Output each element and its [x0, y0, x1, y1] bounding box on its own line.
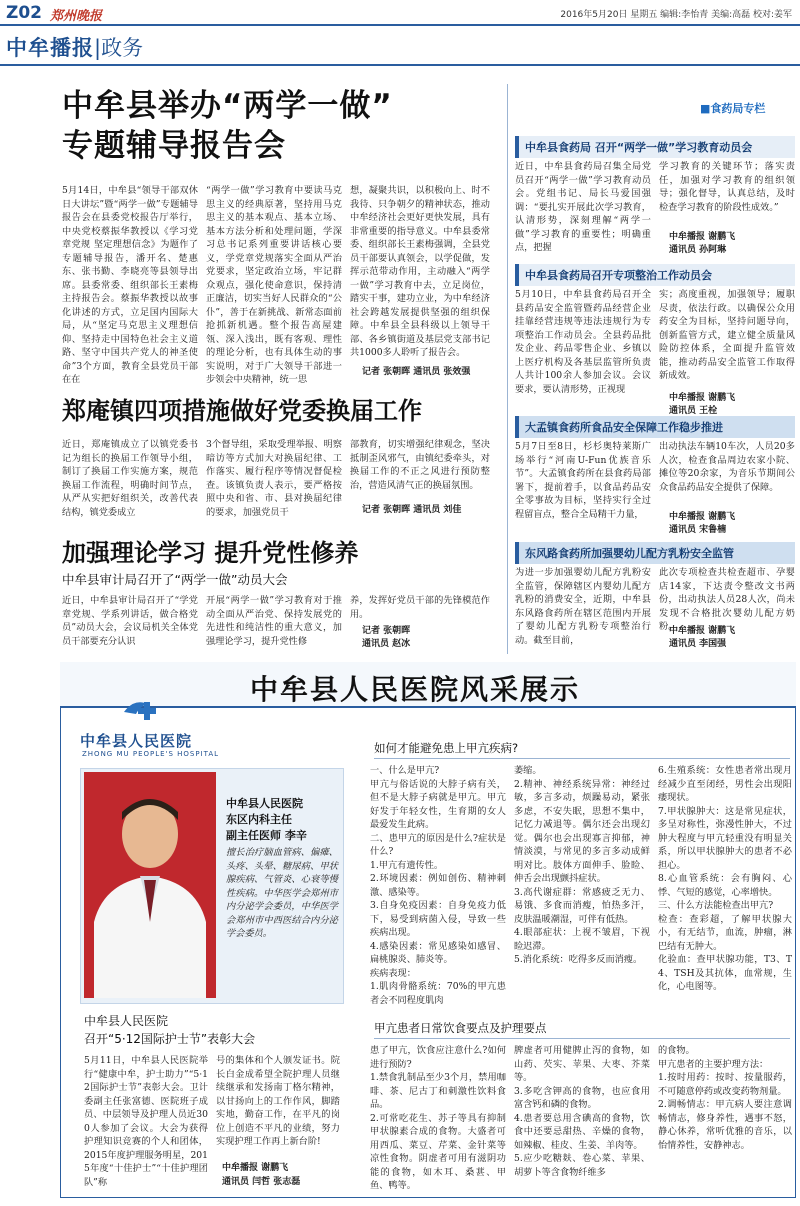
- article1-byline: 记者 张朝晖 通讯员 张效强: [362, 367, 471, 377]
- doctor-photo: [84, 772, 216, 998]
- page-header: [0, 0, 800, 26]
- sidebar-story2-col2: 实；高度重视，加强领导；履职尽责，依法行政。以确保公众用药安全为目标，坚持问题导向，创新监管方式，建立健全质量风险防控体系，全面提升监管效能，推动药品安全监管工作取得新成效。: [659, 289, 795, 381]
- hospital-logo-icon: [118, 694, 166, 724]
- doctor-dept: 东区内科主任: [226, 813, 292, 826]
- article3-col1: 近日，中牟县审计局召开了“学党章党规、学系列讲话，做合格党员”动员大会，会议局机关全体党员干部要充分认识: [62, 595, 198, 647]
- section-rule: [0, 64, 800, 66]
- sidebar-story3-col1: 5月7日至8日，杉杉奥特莱斯广场举行“河南U-Fun优族音乐节”。大孟镇食药所在县食药局部署下，提前着手，以食品药品安全零事故为目标，坚持实行全过程留盲点，整合全局精干力量，: [515, 441, 651, 520]
- nurse-by2: 通讯员 闫哲 张志磊: [222, 1177, 301, 1187]
- nurse-title2: 召开“5·12国际护士节”表彰大会: [84, 1032, 256, 1046]
- sidebar-story3-col2: 出动执法车辆10车次，人员20多人次，检查食品周边农家小院、摊位等20余家，为音乐节期间公众食品药品安全提供了保障。: [659, 441, 795, 493]
- article1-title-line2: 专题辅导报告会: [62, 128, 286, 164]
- article3-col3: 养，发挥好党员干部的先锋模范作用。: [350, 595, 490, 620]
- hospital-q1-rule: [374, 758, 790, 759]
- sidebar-story2-by2: 通讯员 王栓: [669, 406, 718, 416]
- article3-byline-correspondent: 通讯员 赵冰: [362, 639, 411, 649]
- article2-col2: 3个督导组，采取受理举报、明察暗访等方式加大对换届纪律、工作落实、履行程序等情况督促检查。该镇负责人表示，要严格按照中央和省、市、县对换届纪律的要求，加强党员干: [206, 439, 342, 518]
- article1-col2: “两学一做”学习教育中要读马克思主义的经典原著，坚持用马克思主义的基本观点、基本立场、基本方法分析和处理问题，学深习总书记系列重要讲话核心要义，学党章党规落实全面从严治党要求，坚定政治立场，牢记群众观点，强化使命意识，保持清正廉洁，切实当好人民群众的“公仆”，善于在新挑战、新常态面前抢抓新机遇。整个报告高屋建瓴、深入浅出，既有客观、理性的理论分析，也有具体生动的事实说明，对于广大领导干部进一步领会中央精神，统一思: [206, 185, 342, 385]
- article3-title: 加强理论学习 提升党性修养: [62, 539, 359, 567]
- page-number: Z02: [6, 3, 42, 23]
- newspaper-name: 郑州晚报: [50, 9, 103, 24]
- article2-byline: 记者 张朝晖 通讯员 刘佳: [362, 505, 462, 515]
- hospital-q1-col3: 6.生殖系统：女性患者常出现月经减少直至闭经，男性会出现阳痿现状。 7.甲状腺肿大：这是常见症状，多呈对称性，弥漫性肿大，不过肿大程度与甲亢轻重没有明显关系，所以甲状腺肿大的患者不必担心。 8.心血管系统：会有胸闷、心悸、气短的感觉，心率增快。 三、什么方法能检查出甲亢? 检查：查彩超，了解甲状腺大小，有无结节，血流，肿瘤，淋巴结有无肿大。 化验血：查甲状腺功能，T3、T4、TSH及其抗体，血常规，生化，心电图等。: [658, 765, 792, 992]
- section-name: 中牟播报: [6, 36, 94, 60]
- sidebar-story1-col1: 近日，中牟县食药局召集全局党员召开“两学一做”学习教育动员会。党组书记、局长马爱国强调：“要扎实开展此次学习教育，认清形势，深刻理解“两学一做”学习教育的重要性；明确重点，把握: [515, 161, 651, 253]
- sidebar-story2-title: 中牟县食药局召开专项整治工作动员会: [515, 264, 795, 286]
- sidebar-story2-by1: 中牟播报 谢鹏飞: [669, 393, 736, 403]
- article1-col1: 5月14日，中牟县“领导干部双休日大讲坛”暨“两学一做”专题辅导报告会在县委党校报告厅举行，中央党校蔡振华教授以《学习党章党规 坚定理想信念》为题作了专题辅导报告，潘开名、楚惠东、张书勤、李晓亮等县领导出席。县委常委、组织部长王素梅主持报告会。蔡振华教授以故事化讲述的方式，立足国内国际大局，从“坚定马克思主义理想信仰、坚持走中国特色社会主义道路、坚守中国共产党人的神圣使命”3个方面，教育全县党员干部在在: [62, 185, 198, 385]
- nurse-title1: 中牟县人民医院: [84, 1014, 169, 1028]
- article3-col2: 开展“两学一做”学习教育对于推动全面从严治党、保持发展党的先进性和纯洁性的重大意义，加强理论学习，提升党性修: [206, 595, 342, 647]
- doctor-org: 中牟县人民医院: [226, 797, 303, 810]
- hospital-banner-title: 中牟县人民医院风采展示: [250, 673, 581, 706]
- sidebar-story4-by1: 中牟播报 谢鹏飞: [669, 626, 736, 636]
- hospital-q1-col2: 萎缩。 2.精神、神经系统异常：神经过敏，多言多动，烦躁易动，紧张多虑，不安失眠，思想不集中，记忆力减退等。偶尔还会出现幻觉。偶尔也会出现寡言抑郁，神情淡漠，与常见的多言多动成鲜明对比。肢体方面伸手、脸睑、伸舌会出现颤抖症状。 3.高代谢症群：常感疲乏无力、易饿、多食而消瘦，怕热多汗，皮肤温暖潮湿，可伴有低热。 4.眼部症状：上视不皱眉，下视睑迟滞。 5.消化系统：吃得多反而消瘦。: [514, 765, 650, 965]
- hospital-q2-col2: 脾虚者可用健脾止泻的食物，如山药、芡实、苹果、大枣、芥菜等。 3.多吃含钾高的食物，也应食用富含钙和磷的食物。 4.患者要总用含碘高的食物，饮食中还要忌甜热、辛燥的食物，如辣椒、桂皮、生姜、羊肉等。 5.应少吃糖麸、卷心菜、苹果、胡萝卜等含食物纤维多: [514, 1045, 650, 1178]
- sidebar-story3-by2: 通讯员 宋鲁楠: [669, 525, 727, 535]
- sidebar-story3-title: 大孟镇食药所食品安全保障工作稳步推进: [515, 416, 795, 438]
- section-title: 中牟播报|政务: [6, 36, 144, 60]
- hospital-q2-rule: [374, 1038, 790, 1039]
- sidebar-story3-by1: 中牟播报 谢鹏飞: [669, 512, 736, 522]
- article2-col3: 部教育，切实增强纪律观念，坚决抵制歪风邪气，由镇纪委牵头，对换届工作的不正之风进行预防整治，营造风清气正的换届氛围。: [350, 439, 490, 491]
- hospital-q1-col1: 一、什么是甲亢? 甲亢与俗话说的大脖子病有关，但不是大脖子病就是甲亢。甲亢好发于年轻女性，生育期的女人最爱发生此病。 二、患甲亢的原因是什么?症状是什么? 1.甲亢有遗传性。 2.环境因素：例如创伤、精神刺激、感染等。 3.自身免疫因素：自身免疫力低下，易受到病菌入侵，导致一些疾病出现。 4.感染因素：常见感染如感冒、扁桃腺炎、肺炎等。 疾病表现： 1.肌肉骨骼系统：70%的甲亢患者会不同程度肌肉: [370, 765, 506, 1006]
- hospital-q2-title: 甲亢患者日常饮食要点及护理要点: [374, 1021, 547, 1035]
- doctor-description: 擅长治疗脑血管病、偏瘫、头疼、头晕、糖尿病、甲状腺疾病、气管炎、心衰等慢性疾病。中华医学会郑州市内分泌学会委员，中华医学会郑州市中西医结合内分泌学会委员。: [226, 847, 338, 939]
- sidebar-story2-col1: 5月10日，中牟县食药局召开全县药品安全监管暨药品经营企业挂靠经营违规等违法违规行为专项整治工作动员会。全县药品批发企业、药品零售企业、乡镇以上医疗机构及各基层监管所负责人共计100余人参加会议。会议要求，要认清形势，正视现: [515, 289, 651, 395]
- issue-info: 2016年5月20日 星期五 编辑:李怡青 美编:高磊 校对:姜军: [560, 10, 792, 20]
- nurse-col1: 5月11日，中牟县人民医院举行“健康中牟，护士助力”“5·12国际护士节”表彰大会。卫计委副主任张富德、医院班子成员、中层领导及护理人员近300人参加了会议。大会为获得护理知识竞赛的个人和团体，2015年度护理服务明星，2015年度“十佳护士”“十佳护理团队”称: [84, 1055, 208, 1188]
- sidebar-story1-title: 中牟县食药局 召开“两学一做”学习教育动员会: [515, 136, 795, 158]
- section-sub: 政务: [101, 36, 144, 60]
- hospital-logo-english: ZHONG MU PEOPLE'S HOSPITAL: [82, 750, 220, 758]
- hospital-logo-name: 中牟县人民医院: [80, 732, 193, 750]
- hospital-q2-col3: 的食物。 甲亢患者的主要护理方法： 1.按时用药：按时、按量服药，不可随意停药或改变药物剂量。 2.调畅情志：甲亢病人要注意调畅情志，修身养性，遇事不怒，静心休养，常听优雅的音乐，以怡情养性，安静神志。: [658, 1045, 792, 1151]
- article1-title-line1: 中牟县举办“两学一做”: [62, 88, 393, 124]
- article2-col1: 近日，郑庵镇成立了以镇党委书记为组长的换届工作领导小组，制订了换届工作实施方案，规范换届工作流程，明确时间节点，从严从实把好组织关，改善代表结构，镇党委成立: [62, 439, 198, 518]
- nurse-by1: 中牟播报 谢鹏飞: [222, 1163, 289, 1173]
- hospital-q1-title: 如何才能避免患上甲亢疾病?: [374, 741, 519, 755]
- sidebar-divider: [507, 84, 508, 654]
- hospital-q2-col1: 患了甲亢，饮食应注意什么?如何进行预防? 1.禁食乳制品至少3个月，禁用咖啡、茶、尼古丁和刺激性饮料食品。 2.可常吃花生、苏子等具有抑制甲状腺素合成的食物。大盛者可用西瓜、菜豆、芹菜、金针菜等凉性食物。阴虚者可用有滋阴功能的食物，如木耳、桑葚、甲鱼、鸭等。: [370, 1045, 506, 1191]
- article3-byline-reporter: 记者 张朝晖: [362, 626, 411, 636]
- sidebar-story1-col2: 学习教育的关键环节；落实责任，加强对学习教育的组织领导；强化督导，认真总结，及时检查学习教育的阶段性成效。”: [659, 161, 795, 213]
- sidebar-badge: ■食药局专栏: [700, 102, 766, 115]
- article2-title: 郑庵镇四项措施做好党委换届工作: [62, 397, 422, 425]
- sidebar-story4-col2: 此次专项检查共检查超市、孕婴店14家，下达责令整改文书两份，出动执法人员28人次，尚未发现不合格批次婴幼儿配方奶粉。: [659, 567, 795, 632]
- sidebar-story1-by1: 中牟播报 谢鹏飞: [669, 232, 736, 242]
- doctor-title: 副主任医师 李辛: [226, 829, 307, 842]
- sidebar-story4-title: 东风路食药所加强婴幼儿配方乳粉安全监管: [515, 542, 795, 564]
- sidebar-story1-by2: 通讯员 孙阿琳: [669, 245, 727, 255]
- nurse-col2: 号的集体和个人颁发证书。院长白金成希望全院护理人员继续继承和发扬南丁格尔精神，以甘扬向上的工作作风，脚踏实地，勤奋工作，在平凡的岗位上创造不平凡的业绩，努力实现护理工作再上新台阶!: [216, 1055, 340, 1147]
- sidebar-story4-col1: 为进一步加强婴幼儿配方乳粉安全监管，保障辖区内婴幼儿配方乳粉的消费安全，近期，中牟县东风路食药所在辖区范围内开展了婴幼儿配方乳粉专项整治行动。截至目前，: [515, 567, 651, 646]
- sidebar-story4-by2: 通讯员 李国强: [669, 639, 727, 649]
- article3-subtitle: 中牟县审计局召开了“两学一做”动员大会: [62, 572, 288, 587]
- article1-col3: 想，凝聚共识，以积极向上、时不我待、只争朝夕的精神状态，推动中牟经济社会更好更快发展，具有非常重要的指导意义。中牟县委常委、组织部长王素梅强调，全县党员干部要认真领会，以学促做，发挥示范带动作用，主动融入“两学一做”学习教育中去，立足岗位，踏实干事，建功立业，为中牟经济社会跨越发展提供坚强的组织保障。中牟县全县科级以上领导干部、各乡镇街道及基层党支部书记共1000多人聆听了报告会。: [350, 185, 490, 358]
